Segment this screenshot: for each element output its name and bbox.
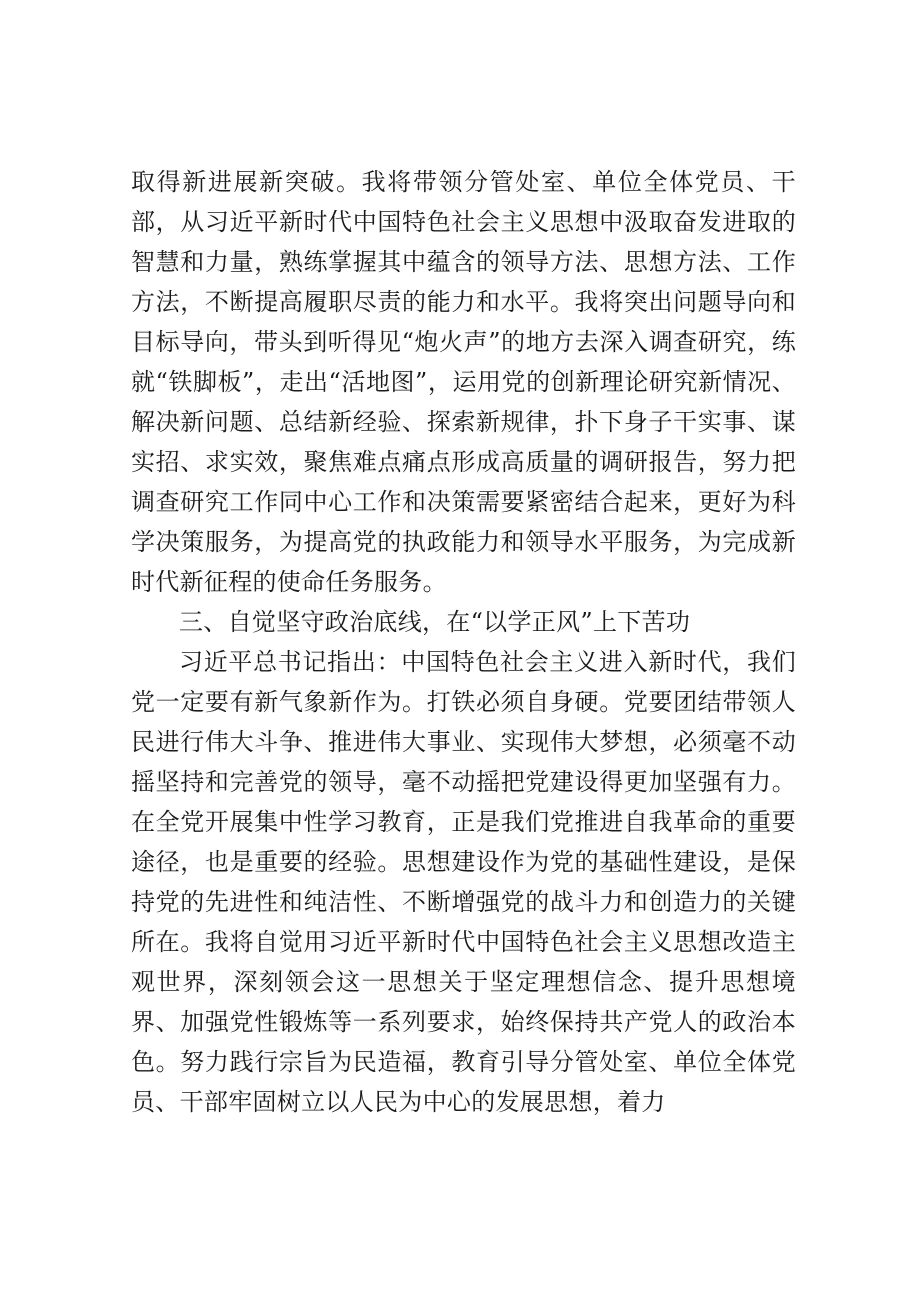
document-body <box>131 162 796 1122</box>
section-heading: 三、自觉坚守政治底线，在“以学正风”上下苦功 <box>179 608 691 636</box>
paragraph-section-three: 习近平总书记指出：中国特色社会主义进入新时代，我们党一定要有新气象新作为。打铁必须自身硬。党要团结带领人民进行伟大斗争、推进伟大事业、实现伟大梦想，必须毫不动摇坚持和完善党的领导，毫不动摇把党建设得更加坚强有力。在全党开展集中性学习教育，正是我们党推进自我革命的重要途径，也是重要的经验。思想建设作为党的基础性建设，是保持党的先进性和纯洁性、不断增强党的战斗力和创造力的关键所在。我将自觉用习近平新时代中国特色社会主义思想改造主观世界，深刻领会这一思想关于坚定理想信念、提升思想境界、加强党性锻炼等一系列要求，始终保持共产党人的政治本色。努力践行宗旨为民造福，教育引导分管处室、单位全体党员、干部牢固树立以人民为中心的发展思想，着力 <box>131 648 796 1116</box>
paragraph-continued: 取得新进展新突破。我将带领分管处室、单位全体党员、干部，从习近平新时代中国特色社会主义思想中汲取奋发进取的智慧和力量，熟练掌握其中蕴含的领导方法、思想方法、工作方法，不断提高履职尽责的能力和水平。我将突出问题导向和目标导向，带头到听得见“炮火声”的地方去深入调查研究，练就“铁脚板”，走出“活地图”，运用党的创新理论研究新情况、解决新问题、总结新经验、探索新规律，扑下身子干实事、谋实招、求实效，聚焦难点痛点形成高质量的调研报告，努力把调查研究工作同中心工作和决策需要紧密结合起来，更好为科学决策服务，为提高党的执政能力和领导水平服务，为完成新时代新征程的使命任务服务。 <box>131 168 796 596</box>
